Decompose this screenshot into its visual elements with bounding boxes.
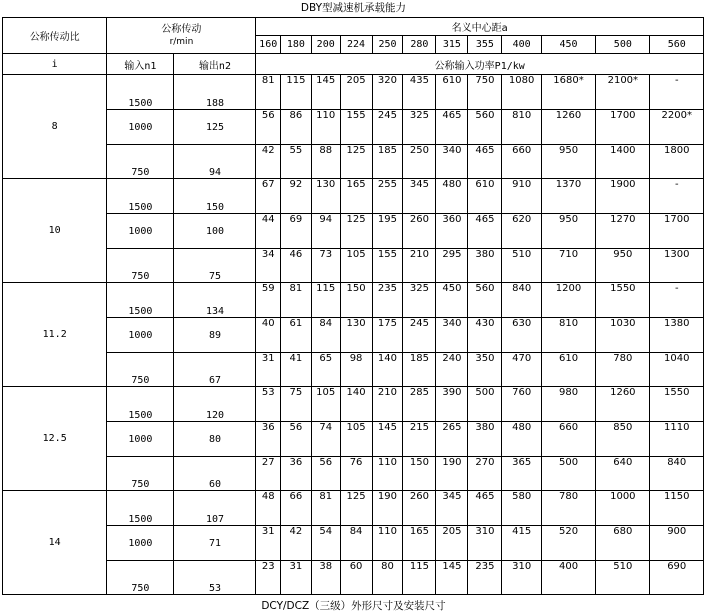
power-cell: 480 bbox=[502, 422, 541, 457]
power-cell: 1260 bbox=[541, 110, 595, 145]
i-header: i bbox=[3, 54, 107, 75]
power-cell: 260 bbox=[403, 491, 436, 526]
power-cell: 260 bbox=[403, 214, 436, 249]
power-cell: 205 bbox=[436, 526, 468, 561]
power-cell: 840 bbox=[502, 283, 541, 318]
table-row bbox=[3, 387, 704, 422]
power-cell: 210 bbox=[403, 249, 436, 283]
load-capacity-table bbox=[2, 17, 704, 595]
speed-header-label: 公称传动 bbox=[161, 23, 202, 35]
power-cell: 61 bbox=[280, 318, 311, 353]
speed-header bbox=[107, 18, 256, 54]
output-speed-cell: 120 bbox=[174, 387, 256, 422]
power-cell: 185 bbox=[403, 353, 436, 387]
input-speed-cell: 750 bbox=[107, 249, 174, 283]
center-distance-header: 名义中心距a bbox=[256, 18, 704, 36]
table-row bbox=[3, 249, 704, 283]
power-cell: 1400 bbox=[596, 145, 650, 179]
power-cell: 840 bbox=[650, 457, 704, 491]
center-distance-500: 500 bbox=[596, 36, 650, 54]
power-cell: 205 bbox=[340, 75, 372, 110]
input-speed-cell: 1500 bbox=[107, 179, 174, 214]
power-cell: 780 bbox=[596, 353, 650, 387]
power-cell: 620 bbox=[502, 214, 541, 249]
power-cell: 150 bbox=[403, 457, 436, 491]
power-cell: 125 bbox=[340, 491, 372, 526]
power-cell: 660 bbox=[541, 422, 595, 457]
power-cell: 465 bbox=[436, 110, 468, 145]
center-distance-250: 250 bbox=[372, 36, 403, 54]
center-distance-560: 560 bbox=[650, 36, 704, 54]
power-cell: 465 bbox=[468, 214, 502, 249]
figure-caption: DCY/DCZ（三级）外形尺寸及安装尺寸 bbox=[261, 600, 446, 612]
power-cell: 74 bbox=[311, 422, 340, 457]
table-row bbox=[3, 491, 704, 526]
power-cell: 66 bbox=[280, 491, 311, 526]
input-speed-cell: 1000 bbox=[107, 318, 174, 353]
input-speed-cell: 1000 bbox=[107, 110, 174, 145]
center-distance-160: 160 bbox=[256, 36, 280, 54]
power-cell: 1380 bbox=[650, 318, 704, 353]
power-cell: 76 bbox=[340, 457, 372, 491]
power-cell: 1550 bbox=[596, 283, 650, 318]
power-cell: 950 bbox=[541, 214, 595, 249]
output-speed-cell: 71 bbox=[174, 526, 256, 561]
power-cell: 390 bbox=[436, 387, 468, 422]
power-cell: - bbox=[650, 283, 704, 318]
power-cell: 125 bbox=[340, 214, 372, 249]
power-cell: 36 bbox=[280, 457, 311, 491]
output-speed-cell: 94 bbox=[174, 145, 256, 179]
power-cell: - bbox=[650, 75, 704, 110]
speed-header-unit: r/min bbox=[169, 36, 194, 47]
power-cell: 235 bbox=[372, 283, 403, 318]
n1-header: 输入n1 bbox=[107, 54, 174, 75]
ratio-cell: 12.5 bbox=[3, 387, 107, 491]
power-cell: 155 bbox=[340, 110, 372, 145]
power-cell: 60 bbox=[340, 561, 372, 595]
power-cell: 130 bbox=[311, 179, 340, 214]
power-cell: 710 bbox=[541, 249, 595, 283]
power-cell: 325 bbox=[403, 110, 436, 145]
power-cell: 810 bbox=[502, 110, 541, 145]
power-cell: 400 bbox=[541, 561, 595, 595]
power-cell: 190 bbox=[372, 491, 403, 526]
center-distance-200: 200 bbox=[311, 36, 340, 54]
power-header: 公称输入功率P1/kw bbox=[256, 54, 704, 75]
power-cell: 1800 bbox=[650, 145, 704, 179]
power-cell: 55 bbox=[280, 145, 311, 179]
power-cell: 660 bbox=[502, 145, 541, 179]
input-speed-cell: 750 bbox=[107, 457, 174, 491]
power-cell: 48 bbox=[256, 491, 280, 526]
power-cell: 435 bbox=[403, 75, 436, 110]
input-speed-cell: 1000 bbox=[107, 422, 174, 457]
table-row bbox=[3, 353, 704, 387]
power-cell: 44 bbox=[256, 214, 280, 249]
power-cell: 88 bbox=[311, 145, 340, 179]
power-cell: 75 bbox=[280, 387, 311, 422]
power-cell: 56 bbox=[311, 457, 340, 491]
power-cell: 560 bbox=[468, 283, 502, 318]
power-cell: 31 bbox=[256, 353, 280, 387]
power-cell: 81 bbox=[280, 283, 311, 318]
power-cell: 1550 bbox=[650, 387, 704, 422]
power-cell: 350 bbox=[468, 353, 502, 387]
power-cell: 145 bbox=[436, 561, 468, 595]
table-row bbox=[3, 179, 704, 214]
power-cell: 235 bbox=[468, 561, 502, 595]
power-cell: 1680* bbox=[541, 75, 595, 110]
center-distance-280: 280 bbox=[403, 36, 436, 54]
power-cell: 500 bbox=[541, 457, 595, 491]
table-row bbox=[3, 110, 704, 145]
power-cell: 270 bbox=[468, 457, 502, 491]
power-cell: 42 bbox=[280, 526, 311, 561]
power-cell: 610 bbox=[541, 353, 595, 387]
power-cell: 1040 bbox=[650, 353, 704, 387]
power-cell: 115 bbox=[403, 561, 436, 595]
power-cell: 750 bbox=[468, 75, 502, 110]
power-cell: 580 bbox=[502, 491, 541, 526]
power-cell: 56 bbox=[256, 110, 280, 145]
power-cell: 430 bbox=[468, 318, 502, 353]
table-row bbox=[3, 422, 704, 457]
power-cell: 1370 bbox=[541, 179, 595, 214]
power-cell: 415 bbox=[502, 526, 541, 561]
output-speed-cell: 107 bbox=[174, 491, 256, 526]
power-cell: 140 bbox=[372, 353, 403, 387]
input-speed-cell: 1500 bbox=[107, 387, 174, 422]
ratio-cell: 8 bbox=[3, 75, 107, 179]
output-speed-cell: 75 bbox=[174, 249, 256, 283]
power-cell: 245 bbox=[372, 110, 403, 145]
power-cell: 73 bbox=[311, 249, 340, 283]
power-cell: 165 bbox=[403, 526, 436, 561]
center-distance-315: 315 bbox=[436, 36, 468, 54]
center-distance-180: 180 bbox=[280, 36, 311, 54]
ratio-cell: 14 bbox=[3, 491, 107, 595]
table-title: DBY型减速机承载能力 bbox=[300, 2, 407, 14]
power-cell: 690 bbox=[650, 561, 704, 595]
power-cell: 140 bbox=[340, 387, 372, 422]
power-cell: 760 bbox=[502, 387, 541, 422]
power-cell: 1260 bbox=[596, 387, 650, 422]
power-cell: 610 bbox=[468, 179, 502, 214]
power-cell: 1000 bbox=[596, 491, 650, 526]
power-cell: 465 bbox=[468, 145, 502, 179]
table-row bbox=[3, 561, 704, 595]
power-cell: 31 bbox=[256, 526, 280, 561]
power-cell: 450 bbox=[436, 283, 468, 318]
power-cell: 41 bbox=[280, 353, 311, 387]
power-cell: 84 bbox=[340, 526, 372, 561]
input-speed-cell: 1500 bbox=[107, 491, 174, 526]
power-cell: 900 bbox=[650, 526, 704, 561]
power-cell: 520 bbox=[541, 526, 595, 561]
power-cell: 510 bbox=[502, 249, 541, 283]
output-speed-cell: 100 bbox=[174, 214, 256, 249]
output-speed-cell: 125 bbox=[174, 110, 256, 145]
power-cell: 560 bbox=[468, 110, 502, 145]
power-cell: 380 bbox=[468, 422, 502, 457]
power-cell: 1700 bbox=[650, 214, 704, 249]
power-cell: 325 bbox=[403, 283, 436, 318]
power-cell: 245 bbox=[403, 318, 436, 353]
power-cell: 46 bbox=[280, 249, 311, 283]
center-distance-450: 450 bbox=[541, 36, 595, 54]
power-cell: 110 bbox=[311, 110, 340, 145]
power-cell: 86 bbox=[280, 110, 311, 145]
power-cell: 130 bbox=[340, 318, 372, 353]
power-cell: 1200 bbox=[541, 283, 595, 318]
power-cell: 1150 bbox=[650, 491, 704, 526]
ratio-cell: 11.2 bbox=[3, 283, 107, 387]
power-cell: 480 bbox=[436, 179, 468, 214]
power-cell: 195 bbox=[372, 214, 403, 249]
power-cell: 92 bbox=[280, 179, 311, 214]
power-cell: 380 bbox=[468, 249, 502, 283]
power-cell: 1300 bbox=[650, 249, 704, 283]
power-cell: 285 bbox=[403, 387, 436, 422]
output-speed-cell: 150 bbox=[174, 179, 256, 214]
power-cell: 27 bbox=[256, 457, 280, 491]
power-cell: 465 bbox=[468, 491, 502, 526]
power-cell: 340 bbox=[436, 318, 468, 353]
power-cell: 295 bbox=[436, 249, 468, 283]
power-cell: 110 bbox=[372, 526, 403, 561]
power-cell: 265 bbox=[436, 422, 468, 457]
power-cell: 38 bbox=[311, 561, 340, 595]
output-speed-cell: 60 bbox=[174, 457, 256, 491]
input-speed-cell: 1500 bbox=[107, 75, 174, 110]
input-speed-cell: 1000 bbox=[107, 526, 174, 561]
power-cell: 950 bbox=[541, 145, 595, 179]
power-cell: 145 bbox=[311, 75, 340, 110]
power-cell: 2100* bbox=[596, 75, 650, 110]
power-cell: 255 bbox=[372, 179, 403, 214]
power-cell: 115 bbox=[280, 75, 311, 110]
table-row bbox=[3, 318, 704, 353]
power-cell: 67 bbox=[256, 179, 280, 214]
table-row bbox=[3, 145, 704, 179]
power-cell: 110 bbox=[372, 457, 403, 491]
ratio-cell: 10 bbox=[3, 179, 107, 283]
power-cell: 1030 bbox=[596, 318, 650, 353]
power-cell: 980 bbox=[541, 387, 595, 422]
power-cell: 81 bbox=[311, 491, 340, 526]
power-cell: 630 bbox=[502, 318, 541, 353]
power-cell: 175 bbox=[372, 318, 403, 353]
power-cell: 105 bbox=[340, 249, 372, 283]
power-cell: 240 bbox=[436, 353, 468, 387]
table-row bbox=[3, 283, 704, 318]
table-row bbox=[3, 457, 704, 491]
power-cell: 340 bbox=[436, 145, 468, 179]
power-cell: 94 bbox=[311, 214, 340, 249]
power-cell: 810 bbox=[541, 318, 595, 353]
power-cell: 365 bbox=[502, 457, 541, 491]
input-speed-cell: 750 bbox=[107, 353, 174, 387]
power-cell: 215 bbox=[403, 422, 436, 457]
power-cell: 155 bbox=[372, 249, 403, 283]
ratio-header: 公称传动比 bbox=[3, 18, 107, 54]
power-cell: 54 bbox=[311, 526, 340, 561]
output-speed-cell: 134 bbox=[174, 283, 256, 318]
power-cell: 850 bbox=[596, 422, 650, 457]
power-cell: 310 bbox=[502, 561, 541, 595]
power-cell: 31 bbox=[280, 561, 311, 595]
power-cell: 36 bbox=[256, 422, 280, 457]
power-cell: 59 bbox=[256, 283, 280, 318]
power-cell: 185 bbox=[372, 145, 403, 179]
power-cell: 115 bbox=[311, 283, 340, 318]
power-cell: 125 bbox=[340, 145, 372, 179]
center-distance-400: 400 bbox=[502, 36, 541, 54]
power-cell: 210 bbox=[372, 387, 403, 422]
power-cell: 680 bbox=[596, 526, 650, 561]
power-cell: 105 bbox=[340, 422, 372, 457]
header-row-3 bbox=[3, 54, 704, 75]
power-cell: 84 bbox=[311, 318, 340, 353]
power-cell: 610 bbox=[436, 75, 468, 110]
power-cell: 910 bbox=[502, 179, 541, 214]
power-cell: 470 bbox=[502, 353, 541, 387]
power-cell: 320 bbox=[372, 75, 403, 110]
power-cell: 42 bbox=[256, 145, 280, 179]
table-row bbox=[3, 214, 704, 249]
output-speed-cell: 67 bbox=[174, 353, 256, 387]
output-speed-cell: 188 bbox=[174, 75, 256, 110]
power-cell: 65 bbox=[311, 353, 340, 387]
input-speed-cell: 1000 bbox=[107, 214, 174, 249]
power-cell: 150 bbox=[340, 283, 372, 318]
power-cell: 34 bbox=[256, 249, 280, 283]
power-cell: 640 bbox=[596, 457, 650, 491]
power-cell: 165 bbox=[340, 179, 372, 214]
output-speed-cell: 80 bbox=[174, 422, 256, 457]
input-speed-cell: 750 bbox=[107, 561, 174, 595]
power-cell: 1700 bbox=[596, 110, 650, 145]
power-cell: 23 bbox=[256, 561, 280, 595]
power-cell: 780 bbox=[541, 491, 595, 526]
center-distance-355: 355 bbox=[468, 36, 502, 54]
table-row bbox=[3, 526, 704, 561]
table-row bbox=[3, 75, 704, 110]
input-speed-cell: 750 bbox=[107, 145, 174, 179]
power-cell: 1080 bbox=[502, 75, 541, 110]
power-cell: 510 bbox=[596, 561, 650, 595]
power-cell: 1270 bbox=[596, 214, 650, 249]
power-cell: 190 bbox=[436, 457, 468, 491]
power-cell: 1900 bbox=[596, 179, 650, 214]
power-cell: 105 bbox=[311, 387, 340, 422]
power-cell: 345 bbox=[436, 491, 468, 526]
power-cell: 81 bbox=[256, 75, 280, 110]
output-speed-cell: 53 bbox=[174, 561, 256, 595]
power-cell: 345 bbox=[403, 179, 436, 214]
power-cell: 69 bbox=[280, 214, 311, 249]
power-cell: 950 bbox=[596, 249, 650, 283]
power-cell: - bbox=[650, 179, 704, 214]
power-cell: 145 bbox=[372, 422, 403, 457]
power-cell: 80 bbox=[372, 561, 403, 595]
power-cell: 500 bbox=[468, 387, 502, 422]
power-cell: 40 bbox=[256, 318, 280, 353]
n2-header: 输出n2 bbox=[174, 54, 256, 75]
power-cell: 360 bbox=[436, 214, 468, 249]
power-cell: 310 bbox=[468, 526, 502, 561]
output-speed-cell: 89 bbox=[174, 318, 256, 353]
header-row-1 bbox=[3, 18, 704, 36]
input-speed-cell: 1500 bbox=[107, 283, 174, 318]
center-distance-224: 224 bbox=[340, 36, 372, 54]
power-cell: 2200* bbox=[650, 110, 704, 145]
power-cell: 98 bbox=[340, 353, 372, 387]
power-cell: 56 bbox=[280, 422, 311, 457]
power-cell: 250 bbox=[403, 145, 436, 179]
power-cell: 53 bbox=[256, 387, 280, 422]
power-cell: 1110 bbox=[650, 422, 704, 457]
